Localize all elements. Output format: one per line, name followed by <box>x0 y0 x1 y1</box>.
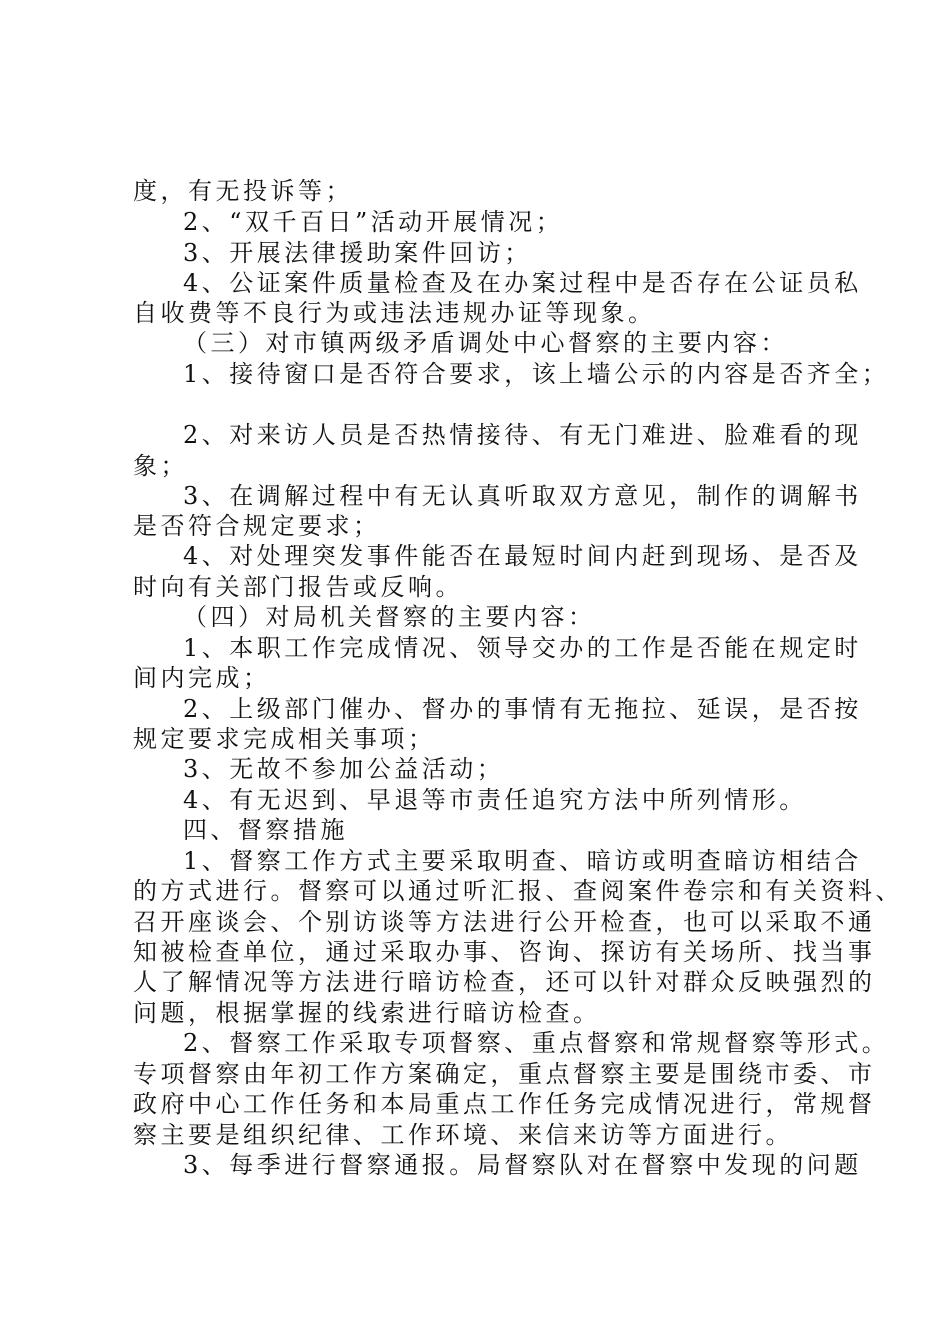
text-line: 自收费等不良行为或违法违规办证等现象。 <box>133 299 656 327</box>
text-line: 2、“双千百日”活动开展情况； <box>183 208 564 236</box>
text-line: 规定要求完成相关事项； <box>133 725 436 753</box>
text-line: 1、接待窗口是否符合要求，该上墙公示的内容是否齐全； <box>183 360 890 388</box>
text-line: 4、有无迟到、早退等市责任追究方法中所列情形。 <box>183 786 807 814</box>
text-line: 是否符合规定要求； <box>133 512 381 540</box>
text-line: 专项督察由年初工作方案确定，重点督察主要是围绕市委、市 <box>133 1060 876 1088</box>
text-line: 4、对处理突发事件能否在最短时间内赶到现场、是否及 <box>183 542 862 570</box>
text-line: 3、无故不参加公益活动； <box>183 755 505 783</box>
text-line: 2、对来访人员是否热情接待、有无门难进、脸难看的现 <box>183 421 862 449</box>
text-line: 象； <box>133 452 188 480</box>
text-line: 人了解情况等方法进行暗访检查，还可以针对群众反映强烈的 <box>133 968 876 996</box>
text-line: 知被检查单位，通过采取办事、咨询、探访有关场所、找当事 <box>133 938 876 966</box>
text-line: 2、上级部门催办、督办的事情有无拖拉、延误，是否按 <box>183 695 862 723</box>
text-line: 2、督察工作采取专项督察、重点督察和常规督察等形式。 <box>183 1029 890 1057</box>
section-heading: （四）对局机关督察的主要内容： <box>183 603 596 631</box>
text-line: 4、公证案件质量检查及在办案过程中是否存在公证员私 <box>183 269 862 297</box>
text-line: 3、开展法律援助案件回访； <box>183 239 532 267</box>
text-line: 察主要是组织纪律、工作环境、来信来访等方面进行。 <box>133 1121 793 1149</box>
text-line: 度，有无投诉等； <box>133 177 353 205</box>
text-line: 3、每季进行督察通报。局督察队对在督察中发现的问题 <box>183 1151 862 1179</box>
text-line: 1、督察工作方式主要采取明查、暗访或明查暗访相结合 <box>183 847 862 875</box>
section-heading: （三）对市镇两级矛盾调处中心督察的主要内容： <box>183 329 788 357</box>
text-line: 3、在调解过程中有无认真听取双方意见，制作的调解书 <box>183 482 862 510</box>
text-line: 政府中心工作任务和本局重点工作任务完成情况进行，常规督 <box>133 1090 876 1118</box>
text-line: 问题，根据掌握的线索进行暗访检查。 <box>133 999 601 1027</box>
text-line: 1、本职工作完成情况、领导交办的工作是否能在规定时 <box>183 634 862 662</box>
section-heading: 四、督察措施 <box>183 816 348 844</box>
text-line: 时向有关部门报告或反响。 <box>133 573 463 601</box>
text-line: 间内完成； <box>133 664 271 692</box>
text-line: 召开座谈会、个别访谈等方法进行公开检查，也可以采取不通 <box>133 908 876 936</box>
text-line: 的方式进行。督察可以通过听汇报、查阅案件卷宗和有关资料、 <box>133 877 903 905</box>
